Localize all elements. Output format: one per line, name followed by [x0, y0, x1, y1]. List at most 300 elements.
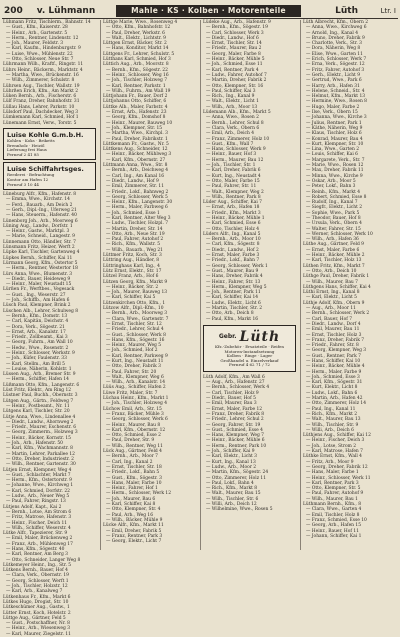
- directory-entry: Lüttmer Fritz, Koch, Str. 3: [103, 253, 162, 259]
- directory-entry: Lüdemann Alb., Kfm., Markt 5: [203, 110, 271, 116]
- directory-entry: — Ludw., Fahrer, Autohof 7: [206, 72, 267, 78]
- directory-entry: — Walt., Maurer, Bau 15: [206, 491, 261, 497]
- directory-entry: — Diedr., Landw., Dorf 4: [306, 321, 361, 327]
- directory-entry: — Bernh., Arb., Moor 7: [106, 454, 158, 460]
- directory-entry: — Heinr., Bäcker, Mühle 6: [206, 438, 265, 444]
- directory-entry: Lüchau Heinr., Kfm., Markt 1: [103, 396, 169, 402]
- directory-entry: — Erich, Schlosser, Werk 7: [306, 57, 367, 63]
- directory-entry: — Gerh., Dipl.-Ing., Uferweg 21: [6, 207, 77, 213]
- directory-entry: — Dora, Verk., Sögestr. 21: [6, 324, 65, 330]
- directory-entry: Lüder Aug., Schiffer, Kai 7: [203, 200, 262, 206]
- directory-entry: Lüthe Aug., Gärtner, Feld 9: [303, 242, 364, 248]
- directory-entry: — Wilh., Bauarb., Weg 21: [106, 247, 163, 253]
- directory-entry: — Ernst, Tischler, Str. 18: [106, 464, 162, 470]
- directory-entry: Lüpke Karl, Tischler, Gartenweg 4: [3, 250, 80, 256]
- directory-entry: Lützen Georg, Kfm., Markt 9: [103, 279, 168, 285]
- directory-entry: Lüttmann Anna, Wwe., Str. 8: [103, 163, 168, 169]
- header-banner-ad: Mahle · KS · Kolben · Motorenteile: [116, 5, 301, 17]
- directory-entry: — Kurt, Ing., Neustadt 11: [106, 359, 164, 364]
- advertisement-box: [3, 162, 96, 190]
- directory-entry: — Friedr., Lokf., Bahn 7: [206, 258, 260, 264]
- directory-entry: — Ursula, Verk., Obern 4: [306, 221, 362, 227]
- directory-entry: — Franz, Rentner, Park 3: [106, 533, 163, 539]
- directory-entry: — Bernh., Arb., Deichweg 4: [106, 168, 168, 174]
- directory-entry: — Ludw., Arb., Neuer Weg 5: [6, 494, 70, 500]
- directory-entry: Lütgen Aug., Gärtn., Feldweg 7: [3, 398, 74, 404]
- directory-entry: Lütjens Adolf, Kapt., Kai 2: [3, 504, 62, 510]
- directory-entry: Lüttjohann Fr., Bauer, Dorf 2: [103, 94, 168, 100]
- directory-entry: — Siegfr., Elektr., Licht 2: [306, 205, 363, 211]
- directory-entry: Lützel Franz, Arb., Hof 6: [103, 274, 159, 280]
- directory-entry: — Karl, Stellm., Am Brill 5: [6, 361, 65, 367]
- directory-entry: Lüttke Alb., Maler, Farbstr. 4: [103, 104, 168, 110]
- directory-entry: — Hans, Kfm., Sögestr. 40: [6, 546, 65, 552]
- directory-entry: — Wilh., Bäcker, Mühle 9: [106, 517, 163, 523]
- directory-entry: — Heinr., Bäcker, Str. 2: [106, 284, 159, 290]
- directory-entry: — Bernh., Kfm., Domstr. 13: [6, 313, 68, 319]
- ad-lines: [7, 139, 92, 157]
- directory-entry: — Heinr., Bäcker, Mühlweg 3: [106, 152, 172, 158]
- directory-entry: — Wilh., Fuhrm., Am Wall 19: [106, 88, 171, 94]
- directory-entry: — Karl, Schmied, Dorfstr. 22: [6, 488, 70, 494]
- directory-entry: — Paul, Fahrer, Autohof 9: [306, 491, 364, 497]
- directory-entry: — Clara, Verk., Obern 6: [206, 125, 260, 131]
- directory-entry: — Karl, Rentner, Am Berg 3: [6, 552, 68, 558]
- directory-entry: Lüth Adolf, Kfm., Am Wall 6: [203, 374, 265, 380]
- directory-entry: — Joh., Tischler, Holzweg 4: [106, 401, 168, 407]
- directory-entry: — Gerh., Elektr., Licht 9: [306, 72, 361, 78]
- directory-entry: — Karl, Dreher, Fabrik 6: [206, 168, 261, 174]
- directory-entry: Lützenkirchen Otto, Kfm., 1: [103, 300, 166, 306]
- directory-entry: — Carl, Bauer, Hof 7: [306, 316, 353, 322]
- directory-entry: — Lina, Wwe., Garten 2: [306, 147, 360, 153]
- directory-entry: — Friedr., Lehrer, Schul 4: [106, 327, 164, 333]
- directory-entry: — Georg, Schlosser, Werk 1: [206, 263, 268, 269]
- directory-entry: — Heinr., Bäcker, Mühle 1: [206, 215, 265, 221]
- directory-entry: Lütgens Karl, Tischler, Str. 20: [3, 409, 70, 415]
- directory-entry: — Karl, Elektr., Licht 5: [306, 295, 357, 301]
- directory-entry: — Carl, Tischler, Holz 9: [206, 390, 259, 396]
- directory-entry: — Georg, Klempner, Weg 3: [306, 348, 367, 354]
- directory-entry: — Otto, Schneider, Langer Weg 8: [6, 557, 81, 563]
- directory-entry: — Karl, Kfm., Wachmannstr. 8: [6, 446, 73, 452]
- directory-entry: — Hans, Dreher, Fabrik 4: [206, 274, 263, 280]
- directory-entry: — Karl, Kfm., Obernstr. 27: [106, 157, 166, 163]
- directory-entry: — Diedr., Bauer, Heideweg 9: [6, 276, 71, 282]
- directory-entry: Lüttring Aug., Händler, 8: [103, 258, 160, 264]
- directory-entry: Lütje Anna, Wwe., Lindenallee 4: [3, 414, 76, 420]
- directory-entry: — Wilh., Arb., Moor 13: [206, 104, 258, 110]
- directory-entry: — Ferd., Bauarb., Am Deich 2: [6, 202, 73, 208]
- directory-entry: — Gust., Ing., Weserstr. 27: [6, 292, 66, 298]
- directory-entry: — Fritz, Arb., Moor 9: [306, 459, 354, 465]
- directory-entry: Lüst Fritz, Elektr., Am Ring 12: [3, 388, 72, 394]
- directory-entry: — Karl, Rentner, Parkstr. 1: [106, 83, 166, 89]
- directory-entry: — Joh., Schmied, Esse 11: [206, 62, 263, 68]
- directory-entry: — Paul, Dreher, Werkstr. 6: [106, 30, 165, 36]
- directory-entry: — Paul, Fahrer, Ringstr. 13: [6, 499, 66, 505]
- directory-entry: — Heinr., Bauer, Hof 11: [306, 528, 360, 534]
- directory-entry: Lüllau Hans, Lehrer, Parkstr. 10: [3, 104, 75, 110]
- directory-entry: Lütke Alfr., Tapezierer, Str. 9: [3, 531, 68, 537]
- directory-entry: — Karl, Rentner, Alter Weg 3: [106, 215, 171, 221]
- directory-entry: — Herm., Maurer, Bau 12: [206, 157, 264, 163]
- directory-entry: — Herm., Kfm., Ostertorstr. 9: [6, 478, 72, 484]
- directory-entry: — Louise, Näherin, Kohlstr. 1: [6, 366, 72, 372]
- entry-list: [103, 20, 196, 544]
- directory-entry: — Robert, Schmied, Esse 8: [306, 194, 367, 200]
- directory-entry: Lüthje Adolf, Kfm., Obern 9: [303, 300, 365, 306]
- ad-title: Luise Schiffahrtsges.: [7, 165, 84, 174]
- entry-list: [303, 20, 396, 539]
- directory-entry: — Marie, Wwe., Rosen 12: [306, 163, 364, 169]
- directory-column-2: [103, 20, 196, 552]
- directory-entry: — Oskar, Arb., Moor 5: [306, 178, 356, 184]
- ad-line: Kontor am Hafen 12: [7, 176, 49, 182]
- directory-entry: — Bernh., Arb., Moorweg 3: [106, 311, 168, 317]
- directory-entry: — Herm., Schlosser, Werk 12: [106, 491, 172, 497]
- directory-entry: — Wilh., Schiffer, Weserstr. 4: [6, 525, 71, 531]
- directory-entry: — Martin, Dreher, Fabrik 2: [206, 78, 267, 84]
- directory-entry: — Ernst, Arb., Kanalstr. 17: [6, 329, 66, 335]
- directory-entry: — Karl, Kaufm., Hindenburgstr. 9: [6, 46, 81, 52]
- directory-entry: — Wilh., Zimmerer, Schulstr. 8: [6, 78, 75, 84]
- ad-logo: [207, 329, 292, 345]
- directory-entry: Lütthans Karl, Schmied, Hof 3: [103, 57, 171, 63]
- directory-entry: Lüning Aug., Landw., Dorfstr. 1: [3, 223, 73, 229]
- directory-entry: — Anna, Wwe., Rosen 2: [206, 115, 259, 121]
- directory-entry: Lütkenhaus Fr., Kfm., Markt 6: [3, 594, 71, 600]
- column-divider: [200, 20, 201, 550]
- directory-entry: Lüßmann Otto, Kfm., Langenstr. 6: [3, 382, 80, 388]
- ad-line: Motoren-Instandsetzung: [224, 348, 275, 354]
- directory-entry: — Ludw., Tischler, Holzpl. 7: [106, 221, 169, 227]
- directory-entry: — Werner, Schlosser, Werk 10: [306, 231, 373, 237]
- directory-entry: — Georg, Zimmerm., Holzweg 3: [6, 430, 78, 436]
- directory-entry: — Hans, Schlosser, Werk 9: [206, 147, 266, 153]
- directory-entry: Lüttich Aug., Arb., Moorstr. 8: [103, 62, 169, 68]
- directory-entry: Lüth Albrecht, Kfm., Obern 2: [303, 20, 369, 25]
- directory-entry: — Ernst, Tischler, Str. 12: [106, 321, 162, 327]
- directory-entry: — Charlotte, Verk., Str. 3: [306, 41, 362, 47]
- directory-entry: — Heinr., Schlosser, Werkstr. 9: [6, 351, 75, 356]
- directory-entry: — Hans, Konditor, Markt 14: [106, 46, 169, 52]
- advertisement-box: [203, 325, 296, 372]
- directory-entry: — Franz, Dreher, Fabrik 7: [306, 337, 365, 343]
- directory-entry: — Joh., Tischler, Holzweg 7: [106, 78, 168, 84]
- directory-entry: — Franz, Arb., Mühlenweg 17: [6, 541, 73, 547]
- directory-entry: Lütkemeyer Heinr., Ing., Str. 5: [3, 562, 72, 568]
- directory-entry: — Rich., Kfm., Markt 2: [306, 411, 358, 417]
- ad-line: Brennholz · Heizöl: [7, 142, 45, 148]
- directory-entry: Lüsch Paul, Klempner, Brink 2: [3, 303, 71, 309]
- sheet-marker: Ltr. I: [380, 6, 396, 15]
- directory-entry: — Anna, Wwe., Kirchweg 6: [306, 25, 367, 31]
- directory-entry: Lüstner Paul, Buchh., Obernstr. 3: [3, 393, 78, 399]
- directory-entry: — Friedr., Lokf., Bahnweg 2: [106, 189, 169, 195]
- directory-entry: Lützow Alfr., Dipl.-Kfm., 10: [103, 306, 164, 312]
- directory-entry: Lüttjohanns Otto, Schiffer, 6: [103, 99, 167, 105]
- ad-line: Kohlen · Koks · Briketts: [7, 137, 55, 143]
- directory-entry: — Rich., Ing., Kanal 9: [206, 94, 255, 100]
- ad-line: Großhandel u. Einzelverkauf: [220, 357, 279, 363]
- directory-entry: — Joh., Schiffer, Kai 9: [206, 449, 255, 455]
- directory-entry: — Friedr., Zollbeamt., Kai 3: [6, 335, 68, 341]
- directory-entry: Lümkemann Karl, Schmied, Hof 1: [3, 115, 79, 121]
- directory-entry: — Harry, Arb., Hafen 31: [306, 83, 360, 89]
- directory-entry: — Walter, Fahrer, Str. 15: [306, 226, 361, 232]
- directory-entry: — Clara, Wwe., Garten 4: [306, 507, 362, 513]
- directory-entry: Lüpkes Bernh., Schiffer, Kai 11: [3, 255, 73, 261]
- directory-entry: — Paul, Kfm., Markt 16: [206, 316, 259, 322]
- directory-entry: — Klaus, Tischler, Holz 6: [306, 131, 362, 137]
- directory-entry: — Heinr., Arb., Gartenstr. 5: [6, 30, 68, 36]
- directory-entry: — Joh., Schmied, Hof 2: [106, 348, 158, 354]
- directory-entry: — Otto, Arb., Deich 8: [206, 311, 254, 317]
- directory-entry: — Ernst, Maler, Farbe 12: [206, 406, 263, 412]
- directory-entry: Lüttge Marie, Wwe., Rosenweg 4: [103, 20, 178, 25]
- entry-list: [203, 375, 296, 513]
- directory-entry: — Ludw., Elektr., Licht 6: [206, 300, 261, 306]
- directory-entry: — Bernh., Schlosser, Werk 4: [206, 385, 270, 391]
- directory-entry: — Ernst, Arb., Hafenstr. 23: [106, 110, 167, 116]
- directory-entry: — Otto, Klempner, Str. 16: [206, 83, 264, 89]
- directory-entry: — Karl, Tischler, Holz 13: [306, 258, 362, 264]
- directory-entry: — Herm., Rentner, Westertor 18: [6, 266, 78, 272]
- directory-entry: — Georg, Fahrer, Str. 19: [206, 422, 261, 428]
- ad-line: Kolben · Ringe · Lager: [226, 353, 273, 359]
- directory-entry: — Karl, Rentner, Park 3: [306, 480, 359, 486]
- directory-entry: — Walt., Klempner, Weg 2: [206, 189, 264, 195]
- directory-entry: Lührßen Erich, Kfm., Am Markt 2: [3, 88, 79, 94]
- directory-entry: — Joh., Maurer, Feldstr. 3: [6, 41, 64, 47]
- directory-entry: Lücke Alfr., Kfm., Markt 11: [103, 523, 164, 529]
- directory-entry: — Friedr., Maurer, Eschenstr. 6: [6, 425, 76, 431]
- directory-entry: — Kurt, Elektr., Licht 8: [306, 385, 358, 391]
- directory-entry: — Karl, Matrose, Hafen 7: [306, 449, 363, 455]
- directory-entry: — Gertrud, Wwe., Park 6: [306, 78, 362, 84]
- directory-entry: — Gust., Kfm., Kaiserstr. 28: [6, 25, 68, 31]
- directory-entry: — Herm., Rentner, Lindenstr. 12: [6, 35, 79, 41]
- directory-entry: — Heinr., Fahrer, Str. 13: [206, 279, 261, 285]
- directory-entry: — Heinr., Bäcker, Kornstr. 15: [6, 435, 71, 441]
- directory-entry: — Walt., Elektr., Lichtstr. 9: [106, 35, 166, 41]
- directory-entry: — Hans, Maler, Farbe 10: [106, 480, 162, 486]
- right-range-heading: Lüth: [335, 5, 358, 16]
- directory-entry: — Franz, Bäcker, Mühle 3: [106, 411, 164, 417]
- directory-entry: — Georg, Fuhrm., Am Wall 10: [6, 340, 73, 346]
- directory-entry: — Herm., Maler, Farbweg 6: [106, 205, 168, 211]
- directory-entry: Lüwe Fritz, Maler, Str. 7: [103, 390, 158, 396]
- directory-entry: — Konrad, Maurer, Bau 4: [306, 136, 363, 142]
- directory-entry: — Georg, Dreher, Fabrik 12: [306, 464, 368, 470]
- directory-column-1: [3, 20, 96, 637]
- directory-entry: — Friedr., Lokf., Bahn 5: [106, 470, 160, 476]
- directory-entry: — Hans, Schiffer, Kai 10: [306, 359, 361, 364]
- directory-column-4: [303, 20, 396, 552]
- directory-entry: — Otto, Kfm., Bahnhofstr. 12: [106, 25, 171, 31]
- directory-entry: — Clara, Wwe., Gartenstr. 7: [106, 316, 169, 322]
- directory-entry: Lütkeschümer Aug., Gastw., 1: [3, 605, 70, 611]
- directory-entry: — Walt., Elektr., Licht 1: [206, 99, 259, 105]
- directory-entry: — Wilh., Tischler, Str. 9: [306, 422, 359, 428]
- directory-entry: — Marie, Schneid., Langestr. 9: [6, 234, 75, 240]
- directory-entry: — Ernst, Maler, Farbe 3: [206, 253, 260, 259]
- directory-entry: — Gust., Schlosser, Werk 8: [106, 332, 166, 338]
- directory-entry: — Herm., Klempner, Weg 5: [206, 284, 267, 290]
- directory-entry: — Elise, Wwe., Garten 11: [306, 51, 363, 57]
- directory-entry: — Carl, Ing., Am Kanal 16: [106, 173, 165, 179]
- directory-entry: Lülsdorf Paul, Dachdecker, Weg 3: [3, 110, 79, 116]
- directory-entry: — Franz, Zimmerer, Holz 10: [206, 136, 270, 142]
- directory-entry: — Carl, Kfm., Sögestr. 8: [206, 242, 260, 248]
- directory-entry: — Karl, Schiffer, Kai 5: [106, 295, 156, 301]
- directory-entry: Lüssen Aug., Arb., Bremer Str. 9: [3, 372, 76, 378]
- directory-entry: — Gust., Kfm., Wall 7: [206, 141, 254, 147]
- directory-entry: — Otto, Klempner, Str. 4: [106, 507, 161, 513]
- directory-entry: — Georg, Arb., Hafen 15: [306, 523, 361, 529]
- directory-entry: — Karl, Kfm., Obernstr. 12: [106, 427, 166, 433]
- directory-entry: Lüüs Aug., Schiffer, Hafen 2: [103, 385, 166, 391]
- directory-entry: Lünsmann Fritz, Heizer, Werft 2: [3, 245, 75, 251]
- ad-line: Lieferung frei Haus: [7, 147, 47, 153]
- directory-entry: — Gust., Postschaffner, Nr. 8: [6, 621, 70, 627]
- directory-entry: — Walt., Klempner, Weg 6: [106, 374, 164, 380]
- ad-line: Fernruf 2 41 85: [7, 151, 39, 157]
- directory-entry: — Heinr., Maurer, Bauweg 10: [106, 120, 173, 126]
- directory-entry: — Ludw., Arb., Moor 2: [206, 464, 257, 470]
- directory-entry: — Emil, Dreher, Fabrik 5: [106, 528, 162, 534]
- directory-entry: — Wilh., Rentner, Park 8: [206, 194, 261, 200]
- directory-entry: — Paul, Fahrer, Str. 20: [106, 369, 157, 375]
- column-divider: [100, 20, 101, 550]
- directory-entry: — Wilh., Rentner, Weg 11: [106, 443, 163, 449]
- directory-entry: — Otto, Maler, Farbe 15: [206, 178, 260, 184]
- directory-entry: — Wilh., Maurer, Bau 7: [306, 279, 358, 285]
- ad-line: Kfz.-Zubehör · Ersatzteile · Reifen: [215, 343, 284, 349]
- directory-entry: Lüttgen Ernst, Bäcker, Str. 2: [103, 41, 167, 47]
- left-range-heading: v. Lühmann: [36, 5, 96, 16]
- directory-entry: — Diedr., Landw., Hof 9: [106, 178, 159, 184]
- directory-entry: — Johanne, Wwe., Kirchweg 1: [6, 483, 74, 489]
- directory-entry: — Joh., Schmied, Esse 3: [306, 374, 360, 380]
- directory-entry: Lüthge Paul, Dreher, Fabrik 1: [303, 274, 370, 280]
- directory-entry: — Wilh., Arb., Kanalstr. 14: [106, 380, 166, 386]
- directory-entry: — Wilh., Maurer, Bau 1: [306, 496, 358, 502]
- directory-entry: — Otto, Dreher, Industriestr. 2: [6, 456, 74, 462]
- directory-entry: — Georg, Schlosser, Werft 1: [6, 578, 69, 584]
- page-header: [4, 4, 396, 17]
- directory-entry: — Herm., Rentner, Park 10: [206, 443, 267, 449]
- directory-entry: — Ernst, Arb., Hafen 18: [206, 205, 260, 211]
- directory-entry: — Aug., Arb., Moor 11: [306, 306, 356, 312]
- directory-entry: — Otto, Tischler, Holz 4: [206, 226, 260, 232]
- directory-entry: Lüschen Alb., Lehrer, Schulweg 8: [3, 308, 79, 314]
- directory-entry: — Carl, Kapitän, Deichstr. 4: [6, 319, 69, 325]
- header-rule: [2, 18, 398, 19]
- entry-list: [203, 20, 296, 322]
- directory-entry: Lüdeke Aug., Arb., Hafenstr. 9: [203, 20, 271, 25]
- directory-entry: — Otto, Zimmerer, Holz 11: [206, 475, 267, 481]
- directory-entry: — Emil, Maurer, Bau 11: [306, 327, 360, 333]
- directory-entry: Lührs Heinr., Bäckerm., Marktstr. 4: [3, 67, 83, 73]
- directory-entry: Lührsen Aug., Tischler, Wallstr. 19: [3, 83, 80, 89]
- directory-entry: — Gust., Schlachter, Markt 7: [6, 472, 71, 478]
- directory-entry: Lütkes Hugo, Drogist, Str. 10: [3, 599, 69, 605]
- directory-entry: — Kurt, Ing., Neustadt 4: [206, 173, 261, 179]
- directory-entry: — Heinr., Bäcker, Mühle 2: [306, 253, 365, 259]
- ad-lines: [7, 173, 92, 187]
- directory-entry: — Martin, Kfm., Sögestr. 24: [206, 470, 269, 476]
- directory-entry: — Heinr., Fahrer, Hof 1: [106, 486, 158, 492]
- directory-entry: Lüders Alfr., Ing., Kanal 5: [203, 231, 261, 237]
- directory-entry: Lüttgens Fr., Lehrer, Schulstr. 5: [103, 51, 175, 57]
- directory-entry: — Heinr., Bäcker, Mühle 5: [206, 57, 265, 63]
- directory-entry: — Emil, Zimmerer, Str. 11: [106, 184, 165, 190]
- directory-entry: — Wilh., Rentner, Gartenstr. 30: [6, 462, 76, 468]
- entry-list: [3, 192, 96, 637]
- directory-entry: — Heinr., Fischer, Deich 3: [306, 438, 365, 444]
- directory-entry: — Emil, Arb., Deich 4: [206, 131, 255, 137]
- directory-entry: Lück Aug., Gärtner, Feld 4: [103, 449, 162, 455]
- directory-entry: — Hugo, Maler, Farbe 2: [306, 104, 360, 110]
- directory-entry: — Herm., Schiffer, Hafen 14: [6, 377, 69, 383]
- directory-entry: — Paul, Arb., Weg 16: [106, 512, 153, 518]
- directory-entry: Lüttkemann Fr., Gastw., Nr. 5: [103, 141, 169, 147]
- directory-entry: — Gust., Rentner, Park 7: [306, 353, 361, 359]
- directory-entry: — Arnold, Ing., Kanal 4: [306, 30, 359, 36]
- directory-entry: — Willi, Arb., Deich 6: [306, 427, 354, 433]
- directory-entry: Lühmann Fritz, Tischlerm., Bahnstr. 14: [3, 20, 91, 25]
- directory-entry: — Bernh., Kfm., Sögestr. 22: [106, 67, 168, 73]
- ad-line: Fernruf 3 10 44: [7, 181, 39, 187]
- directory-entry: — Bernh., Arb., Moor 10: [206, 237, 261, 243]
- directory-entry: — Heinr., Bäcker, Mühle 4: [306, 364, 365, 370]
- directory-entry: — Heinr., Schlosser, Weg 16: [106, 72, 169, 78]
- directory-entry: — Joh., Küfer, Faulenstr. 33: [6, 356, 67, 362]
- directory-entry: — Carl, Ing., Kanal 2: [106, 459, 153, 465]
- directory-entry: — Paul, Schiffer, Kai 3: [206, 88, 256, 94]
- directory-entry: — Karl, Kfm., Sögestr. 31: [306, 380, 363, 386]
- directory-entry: Lünemann Ernst, Verw., Torstr. 5: [3, 120, 77, 126]
- directory-entry: Lütz Ernst, Elektr., Str. 17: [103, 268, 162, 274]
- directory-entry: — Georg, Maler, Farbe 8: [206, 51, 261, 57]
- directory-entry: — Ilse, Verk., Obern 15: [306, 110, 358, 116]
- directory-entry: — Aug., Arb., Hafenstr. 27: [206, 380, 265, 386]
- directory-entry: — Friedr., Kfm., Markt 3: [206, 210, 261, 216]
- directory-entry: — Rich., Kfm., Markt 8: [206, 486, 258, 492]
- ad-logo-prefix: Gebr.: [218, 333, 237, 341]
- ad-title: Luise Kohle G.m.b.H.: [7, 130, 84, 139]
- directory-entry: — Helmut, Kfm., Markt 13: [306, 94, 366, 100]
- directory-entry: — Rich., Kfm., Wallstr. 5: [106, 242, 160, 248]
- directory-entry: — Johanna, Wwe., Kirche 3: [306, 115, 367, 121]
- directory-entry: Lütter Ernst, Koch, Hotelstr. 2: [3, 610, 71, 616]
- directory-entry: Lürßen Fr., Werftbes., Vegesack: [3, 287, 75, 293]
- directory-entry: Lüthgens Hans, Schiffer, Kai 4: [303, 284, 371, 290]
- ad-lines: [207, 345, 292, 368]
- directory-entry: — Willi, Arb., Deich 12: [206, 502, 257, 508]
- directory-entry: Lünnemann Otto, Händler, Str. 7: [3, 239, 76, 245]
- directory-entry: — Karl, Schiffer, Kai 14: [206, 295, 259, 301]
- directory-entry: — Bernh., Lehrer, Schul 8: [206, 120, 264, 126]
- directory-entry: — Helene, Schneid., Str. 4: [306, 88, 365, 94]
- directory-entry: — Friedr., Maurer, Bau 2: [206, 46, 262, 52]
- directory-entry: — Käthe, Näherin, Weg 9: [306, 125, 363, 131]
- directory-entry: Lüken Bernh., Arb., Fischerstr. 6: [3, 94, 77, 100]
- directory-entry: Lürmann Georg, Kfm., Ostertor 5: [3, 260, 78, 266]
- directory-column-3: [203, 20, 296, 552]
